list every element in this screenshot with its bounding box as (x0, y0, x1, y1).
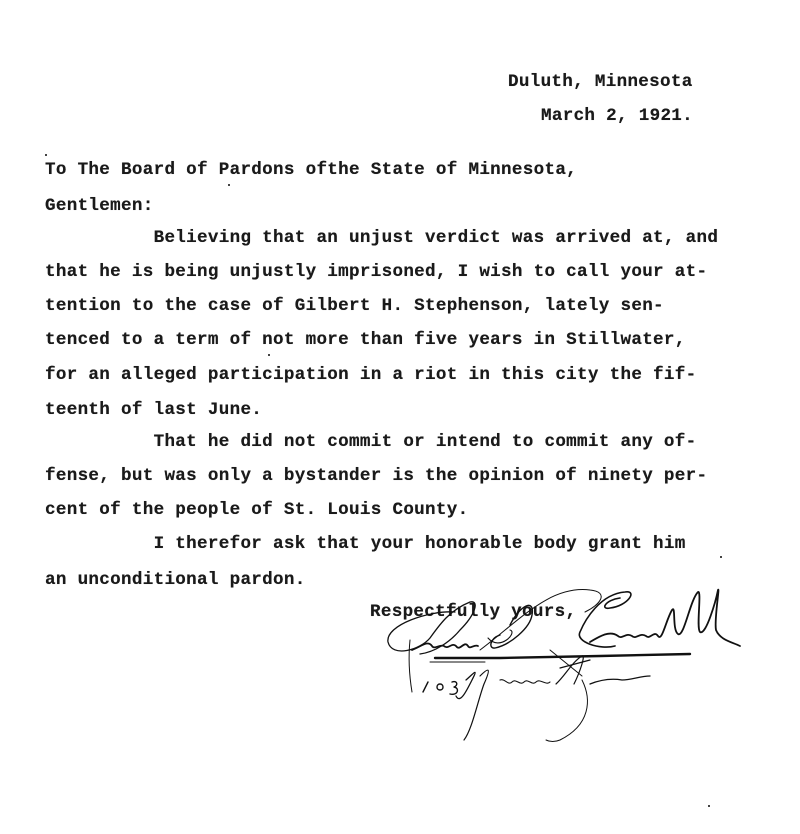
letter-place: Duluth, Minnesota (508, 72, 693, 92)
body-line: an unconditional pardon. (45, 570, 306, 590)
paper-speck (708, 805, 710, 807)
body-line: that he is being unjustly imprisoned, I wish to call your at- (45, 262, 708, 282)
paper-speck (720, 556, 722, 558)
body-line: Believing that an unjust verdict was arrived at, and (45, 228, 719, 248)
body-line: teenth of last June. (45, 400, 263, 420)
body-line: That he did not commit or intend to commit any of- (45, 432, 697, 452)
body-line: tention to the case of Gilbert H. Stephenson, lately sen- (45, 296, 664, 316)
body-line: for an alleged participation in a riot in this city the fif- (45, 365, 697, 385)
paper-speck (228, 184, 230, 186)
paper-speck (268, 354, 270, 356)
letter-salutation: To The Board of Pardons ofthe State of Minnesota, (45, 160, 578, 180)
paper-speck (45, 154, 47, 156)
handwritten-signature (360, 580, 760, 750)
body-line: cent of the people of St. Louis County. (45, 500, 469, 520)
letter-greeting: Gentlemen: (45, 196, 154, 216)
body-line: tenced to a term of not more than five years in Stillwater, (45, 330, 686, 350)
letter-date: March 2, 1921. (541, 106, 694, 126)
body-line: fense, but was only a bystander is the opinion of ninety per- (45, 466, 708, 486)
body-line: I therefor ask that your honorable body grant him (45, 534, 686, 554)
letter-closing: Respectfully yours, (370, 602, 577, 622)
